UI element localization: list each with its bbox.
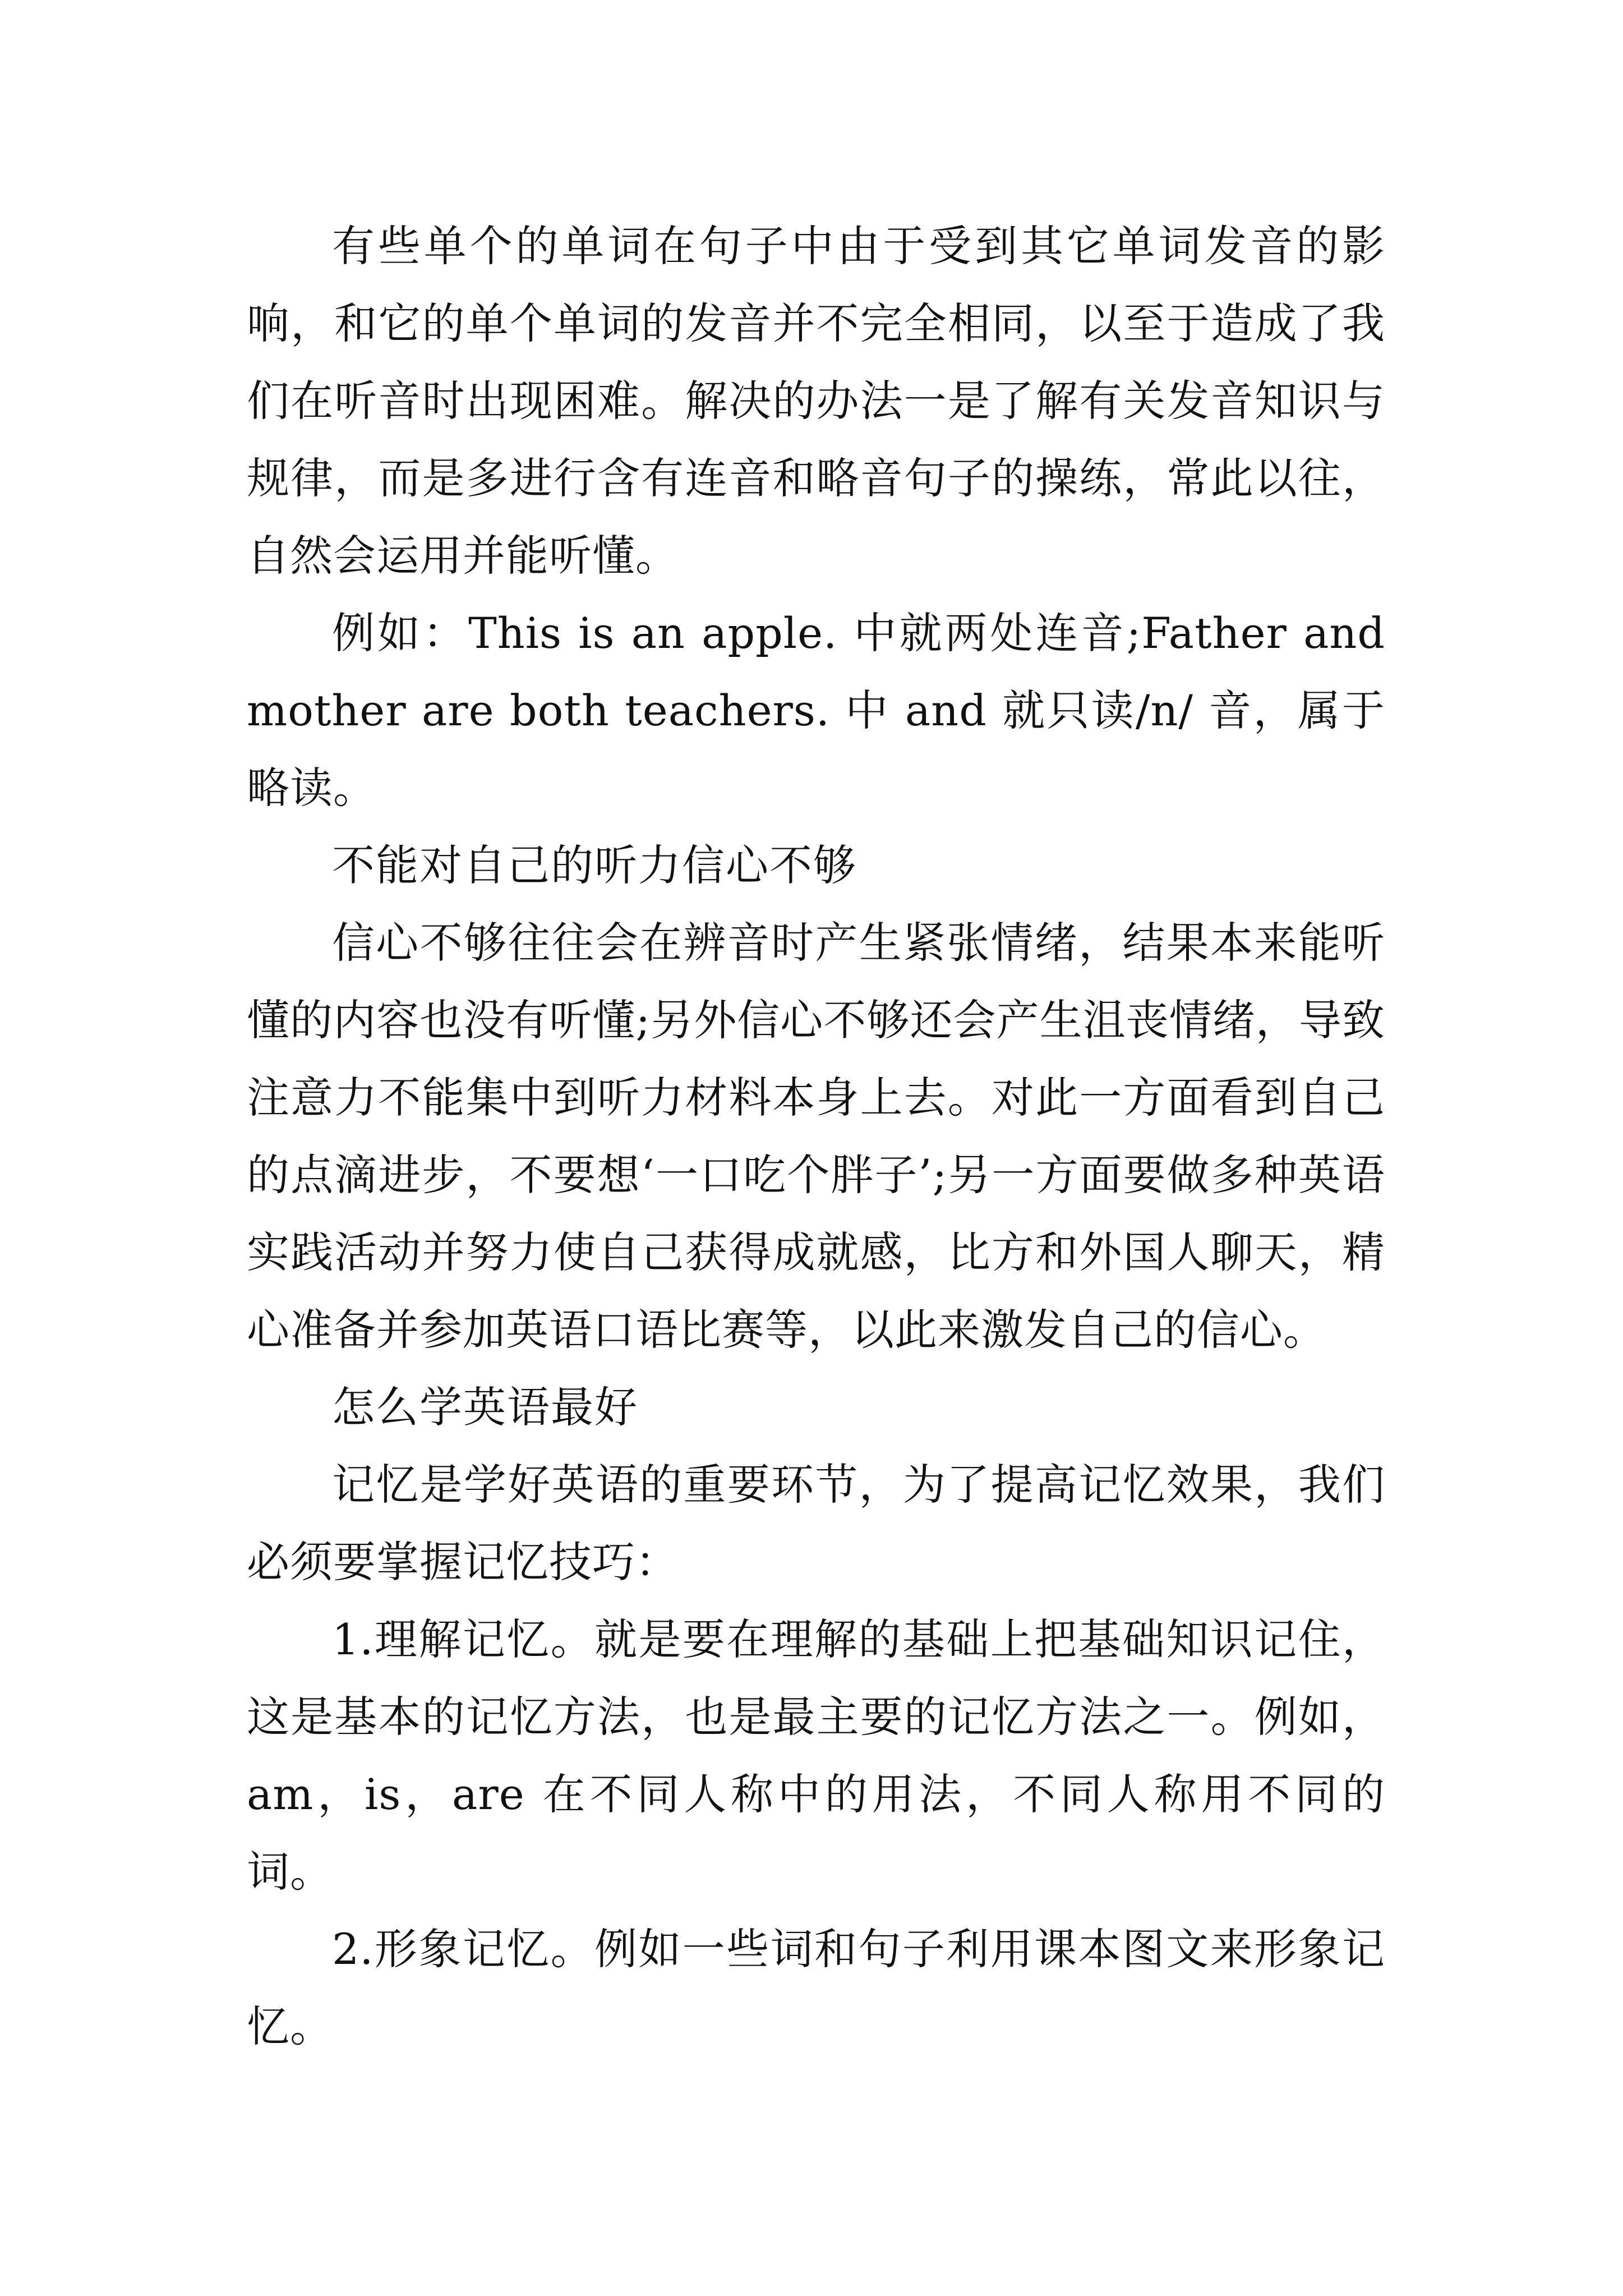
paragraph-visual-memory: 2.形象记忆。例如一些词和句子利用课本图文来形象记忆。: [247, 1924, 1385, 2051]
paragraph-confidence: 信心不够往往会在辨音时产生紧张情绪，结果本来能听懂的内容也没有听懂;另外信心不够还会产生沮丧情绪，导致注意力不能集中到听力材料本身上去。对此一方面看到自己的点滴进步，不要想‘一口吃个胖子’;另一方面要做多种英语实践活动并努力使自己获得成就感，比方和外国人聊天，精心准备并参加英语口语比赛等，以此来激发自己的信心。: [247, 918, 1385, 1355]
paragraph-liaison-intro: 有些单个的单词在句子中由于受到其它单词发音的影响，和它的单个单词的发音并不完全相同，以至于造成了我们在听音时出现困难。解决的办法一是了解有关发音知识与规律，而是多进行含有连音和略音句子的操练，常此以往，自然会运用并能听懂。: [247, 221, 1385, 581]
document-body: [247, 208, 1385, 2065]
paragraph-understanding-memory: 1.理解记忆。就是要在理解的基础上把基础知识记住，这是基本的记忆方法，也是最主要的记忆方法之一。例如，am，is，are 在不同人称中的用法，不同人称用不同的词。: [247, 1614, 1385, 1897]
paragraph-liaison-example: 例如：This is an apple. 中就两处连音;Father and mother are both teachers. 中 and 就只读/n/ 音，属于略读。: [247, 608, 1385, 813]
paragraph-memory-intro: 记忆是学好英语的重要环节，为了提高记忆效果，我们必须要掌握记忆技巧：: [247, 1460, 1385, 1587]
section-heading-how-to-learn: 怎么学英语最好: [332, 1382, 638, 1432]
section-heading-confidence: 不能对自己的听力信心不够: [332, 840, 857, 890]
